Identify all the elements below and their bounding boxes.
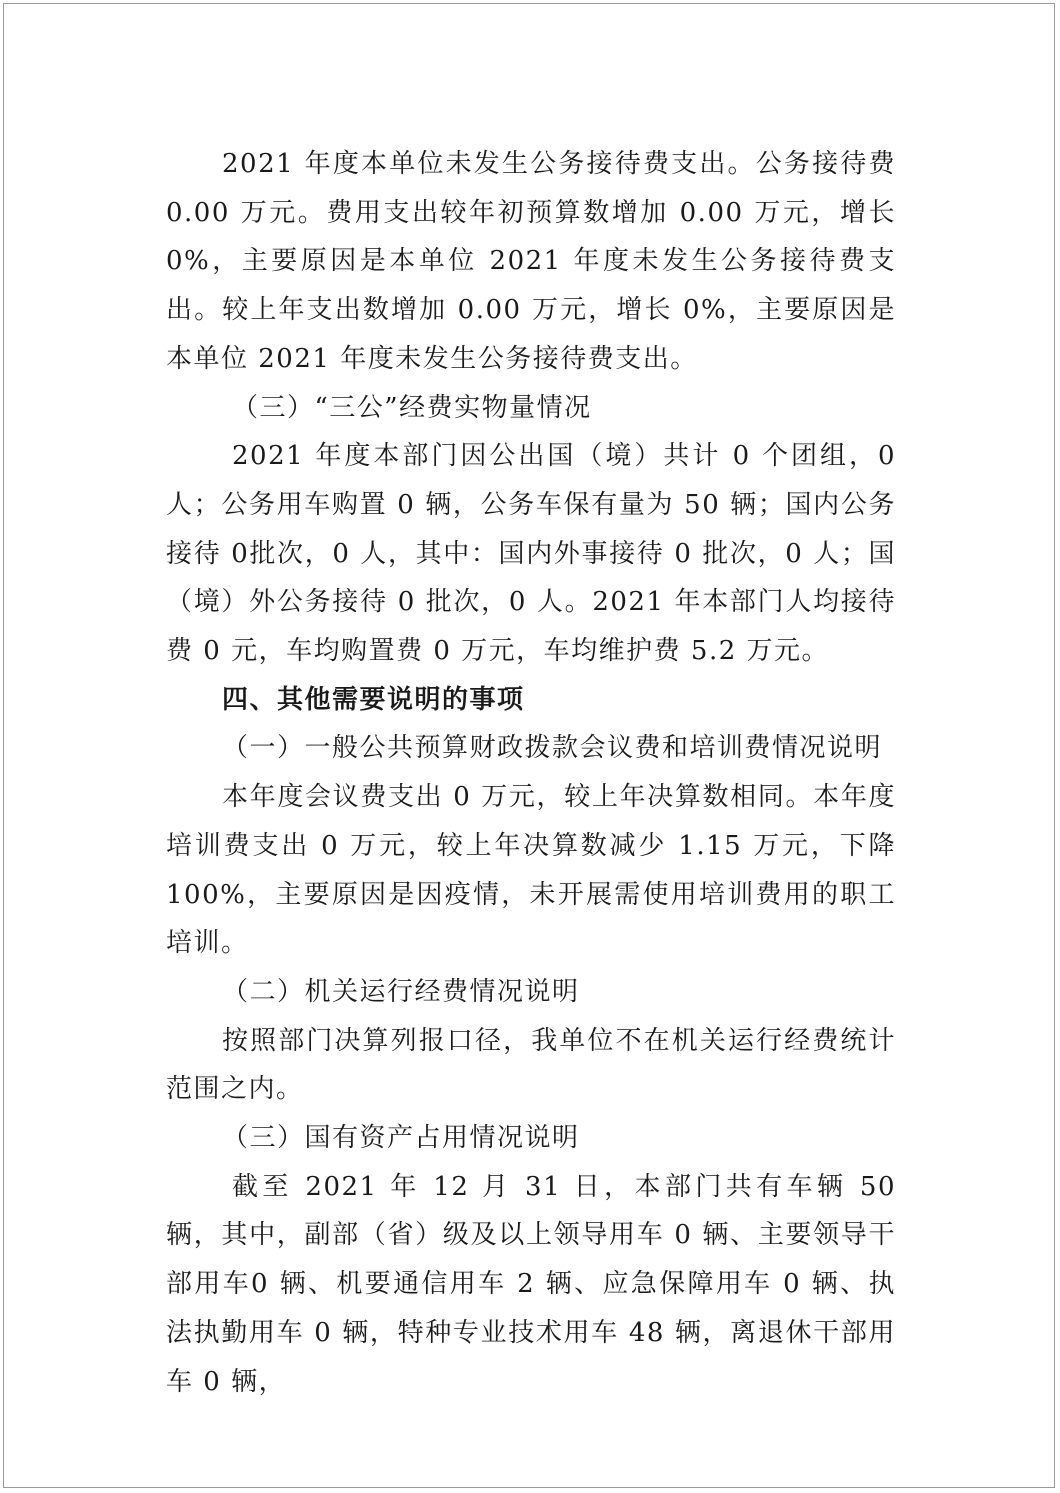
paragraph-meeting-training: 本年度会议费支出 0 万元，较上年决算数相同。本年度培训费支出 0 万元，较上年决算数减少 1.15 万元，下降 100%，主要原因是因疫情，未开展需使用培训费用的职工培训。 (166, 782, 896, 959)
document-body (166, 140, 896, 1406)
subsection-heading-meeting-training: （一）一般公共预算财政拨款会议费和培训费情况说明 (222, 733, 883, 764)
paragraph-three-public-quantity: 2021 年度本部门因公出国（境）共计 0 个团组，0 人；公务用车购置 0 辆，公务车保有量为 50 辆；国内公务接待 0批次，0 人，其中：国内外事接待 0 批次，0 人；国（境）外公务接待 0 批次，0 人。2021 年本部门人均接待费 0 元，车均购置费 0 万元，车均维护费 5.2 万元。 (166, 441, 896, 667)
paragraph-reception-expense: 2021 年度本单位未发生公务接待费支出。公务接待费0.00 万元。费用支出较年初预算数增加 0.00 万元，增长 0%，主要原因是本单位 2021 年度未发生公务接待费支出。较上年支出数增加 0.00 万元，增长 0%，主要原因是本单位 2021 年度未发生公务接待费支出。 (166, 149, 896, 374)
paragraph-state-assets: 截至 2021 年 12 月 31 日，本部门共有车辆 50 辆，其中，副部（省）级及以上领导用车 0 辆、主要领导干部用车0 辆、机要通信用车 2 辆、应急保障用车 0 辆、执法执勤用车 0 辆，特种专业技术用车 48 辆，离退休干部用车 0 辆， (166, 1171, 896, 1397)
section-heading-other-matters: 四、其他需要说明的事项 (222, 684, 525, 715)
subsection-heading-operating-expense: （二）机关运行经费情况说明 (222, 976, 580, 1007)
section-heading-three-public-quantity: （三）“三公”经费实物量情况 (232, 392, 592, 423)
paragraph-operating-expense: 按照部门决算列报口径，我单位不在机关运行经费统计范围之内。 (166, 1025, 896, 1105)
subsection-heading-state-assets: （三）国有资产占用情况说明 (222, 1123, 580, 1154)
